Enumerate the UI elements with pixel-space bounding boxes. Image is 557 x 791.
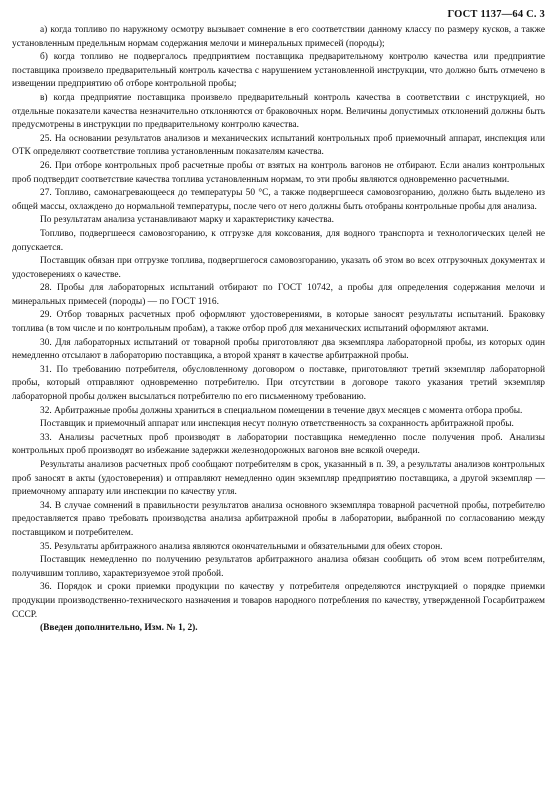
paragraph-27-result: По результатам анализа устанавливают марку и характеристику качества. [40,215,335,226]
paragraph-30: 30. Для лабораторных испытаний от товарной пробы приготовляют два экземпляра лабораторной пробы, из которых один немедленно отсылают в лабораторию поставщика, а второй хранят в качестве арбитражной пробы. [12,337,545,362]
paragraph-27: 27. Топливо, самонагревающееся до температуры 50 °С, а также подвергшееся самовозгоранию, должно быть выделено из общей массы, охлаждено до нормальной температуры, после чего от него должны быть отобраны контрольные пробы для анализа. [12,188,545,212]
paragraph-26: 26. При отборе контрольных проб расчетные пробы от взятых на контроль вагонов не отбирают. Если анализ контрольных проб подтвердит соответствие качества топлива установленным нормам, то эти пробы являются одновременно расчетными. [12,160,545,185]
paragraph-27-supplier: Поставщик обязан при отгрузке топлива, подвергшегося самовозгоранию, указать об этом во всех отгрузочных документах и удостоверениях о качестве. [12,256,545,280]
paragraph-29: 29. Отбор товарных расчетных проб оформляют удостоверениями, в которые заносят результаты испытаний. Браковку топлива (в том числе и по контрольным пробам), а также отбор проб для механических испытаний оформляют актами. [12,310,545,335]
paragraph-24b: б) когда топливо не подвергалось предприятием поставщика предварительному контролю качества или предприятие поставщика произвело предварительный контроль качества с нарушением установленной инструкции, что должно быть отмечено в извещении предприятию об отборе контрольной пробы; [12,52,545,90]
paragraph-32-responsibility: Поставщик и приемочный аппарат или инспекция несут полную ответственность за сохранность арбитражной пробы. [40,419,514,430]
document-body [12,24,545,636]
paragraph-33-results: Результаты анализов расчетных проб сообщают потребителям в срок, указанный в п. 39, а результаты анализов контрольных проб заносят в акты (удостоверения) и отправляют немедленно один экземпляр предприятию поставщика, а другой экземпляр — приемочному аппарату или инспекции по качеству угля. [12,460,545,498]
paragraph-27-shipping: Топливо, подвергшееся самовозгоранию, к отгрузке для коксования, для водного транспорта и технологических целей не допускается. [12,228,545,253]
paragraph-36: 36. Порядок и сроки приемки продукции по качеству у потребителя определяются инструкцией о порядке приемки продукции производственно-технического назначения и товаров народного потребления по качеству, утвержденной Госарбитражем СССР. [12,582,545,620]
paragraph-28: 28. Пробы для лабораторных испытаний отбирают по ГОСТ 10742, а пробы для определения содержания мелочи и минеральных примесей (породы) — по ГОСТ 1916. [12,283,545,307]
page-header: ГОСТ 1137—64 С. 3 [447,9,545,20]
paragraph-24c: в) когда предприятие поставщика произвело предварительный контроль качества в соответствии с инструкцией, но отдельные показатели качества незначительно отклоняются от браковочных норм. Величины допустимых отклонений должны быть предусмотрены в инструкции по предварительному контролю качества. [12,92,545,131]
paragraph-25: 25. На основании результатов анализов и механических испытаний контрольных проб приемочный аппарат, инспекция или ОТК определяют соответствие топлива установленным показателям качества. [12,133,545,158]
paragraph-33: 33. Анализы расчетных проб производят в лаборатории поставщика немедленно после получения проб. Анализы контрольных проб производят во избежание задержки железнодорожных вагонов вне всякой очереди. [12,432,545,457]
paragraph-24a: а) когда топливо по наружному осмотру вызывает сомнение в его соответствии данному классу по размеру кусков, а также установленным предельным нормам содержания мелочи и минеральных примесей (породы); [12,25,545,49]
paragraph-34: 34. В случае сомнений в правильности результатов анализа основного экземпляра товарной расчетной пробы, потребителю предоставляется право требовать производства анализа арбитражной пробы в лаборатории, выбранной по согласованию между поставщиком и потребителем. [12,500,545,538]
paragraph-35-notify: Поставщик немедленно по получению результатов арбитражного анализа обязан сообщить об этом всем потребителям, получившим топливо, характеризуемое этой пробой. [12,555,545,579]
paragraph-31: 31. По требованию потребителя, обусловленному договором о поставке, приготовляют третий экземпляр лабораторной пробы, который отправляют одновременно потребителю. При отсутствии в договоре такого указания третий экземпляр лабораторной пробы должен высылаться потребителю по его письменному требованию. [12,364,545,403]
amendment-note: (Введен дополнительно, Изм. № 1, 2). [40,623,198,634]
paragraph-32: 32. Арбитражные пробы должны храниться в специальном помещении в течение двух месяцев с момента отбора пробы. [40,405,523,416]
paragraph-35: 35. Результаты арбитражного анализа являются окончательными и обязательными для обеих сторон. [40,541,443,552]
